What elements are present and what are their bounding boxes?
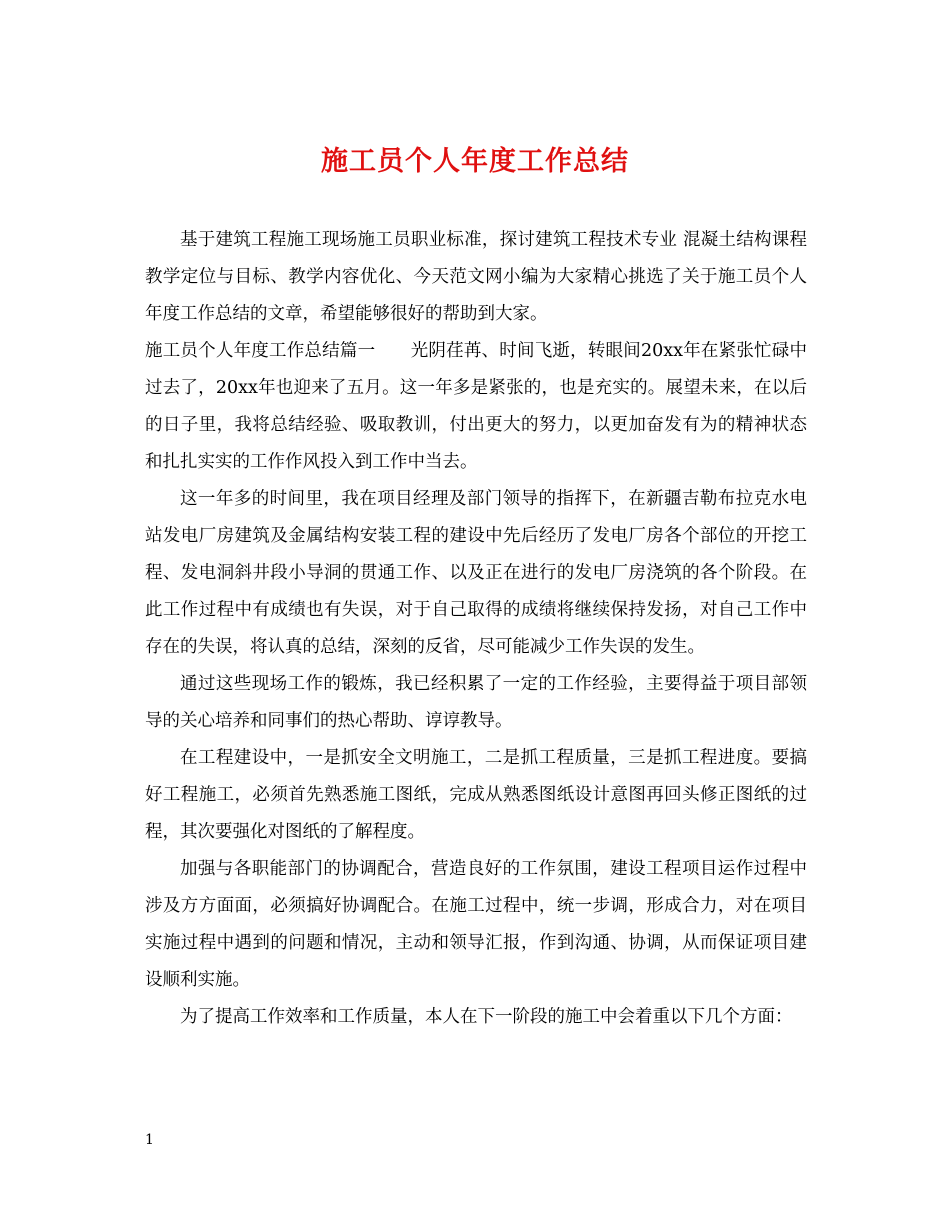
paragraph-training: 通过这些现场工作的锻炼，我已经积累了一定的工作经验，主要得益于项目部领导的关心培养和同事们的热心帮助、谆谆教导。 <box>145 674 807 731</box>
paragraph-intro: 基于建筑工程施工现场施工员职业标准，探讨建筑工程技术专业 混凝土结构课程教学定位与目标、教学内容优化、今天范文网小编为大家精心挑选了关于施工员个人年度工作总结的文章，希望能够很好的帮助到大家。 <box>145 230 807 324</box>
paragraph-part-one: 施工员个人年度工作总结篇一 光阴荏苒、时间飞逝，转眼间20xx年在紧张忙碌中过去了，20xx年也迎来了五月。这一年多是紧张的，也是充实的。展望未来，在以后的日子里，我将总结经验、吸取教训，付出更大的努力，以更加奋发有为的精神状态和扎扎实实的工作作风投入到工作中当去。 <box>145 341 807 472</box>
paragraph-construction-focus: 在工程建设中，一是抓安全文明施工，二是抓工程质量，三是抓工程进度。要搞好工程施工，必须首先熟悉施工图纸，完成从熟悉图纸设计意图再回头修正图纸的过程，其次要强化对图纸的了解程度。 <box>145 748 807 842</box>
document-body <box>145 222 807 1036</box>
document-title: 施工员个人年度工作总结 <box>321 146 629 177</box>
paragraph-project-experience: 这一年多的时间里，我在项目经理及部门领导的指挥下，在新疆吉勒布拉克水电站发电厂房建筑及金属结构安装工程的建设中先后经历了发电厂房各个部位的开挖工程、发电洞斜井段小导洞的贯通工作、以及正在进行的发电厂房浇筑的各个阶段。在此工作过程中有成绩也有失误，对于自己取得的成绩将继续保持发扬，对自己工作中存在的失误，将认真的总结，深刻的反省，尽可能减少工作失误的发生。 <box>145 489 807 657</box>
page-number: 1 <box>145 1132 154 1148</box>
paragraph-coordination: 加强与各职能部门的协调配合，营造良好的工作氛围，建设工程项目运作过程中涉及方方面面，必须搞好协调配合。在施工过程中，统一步调，形成合力，对在项目实施过程中遇到的问题和情况，主动和领导汇报，作到沟通、协调，从而保证项目建设顺利实施。 <box>145 859 807 990</box>
paragraph-next-steps: 为了提高工作效率和工作质量，本人在下一阶段的施工中会着重以下几个方面： <box>180 1007 793 1027</box>
